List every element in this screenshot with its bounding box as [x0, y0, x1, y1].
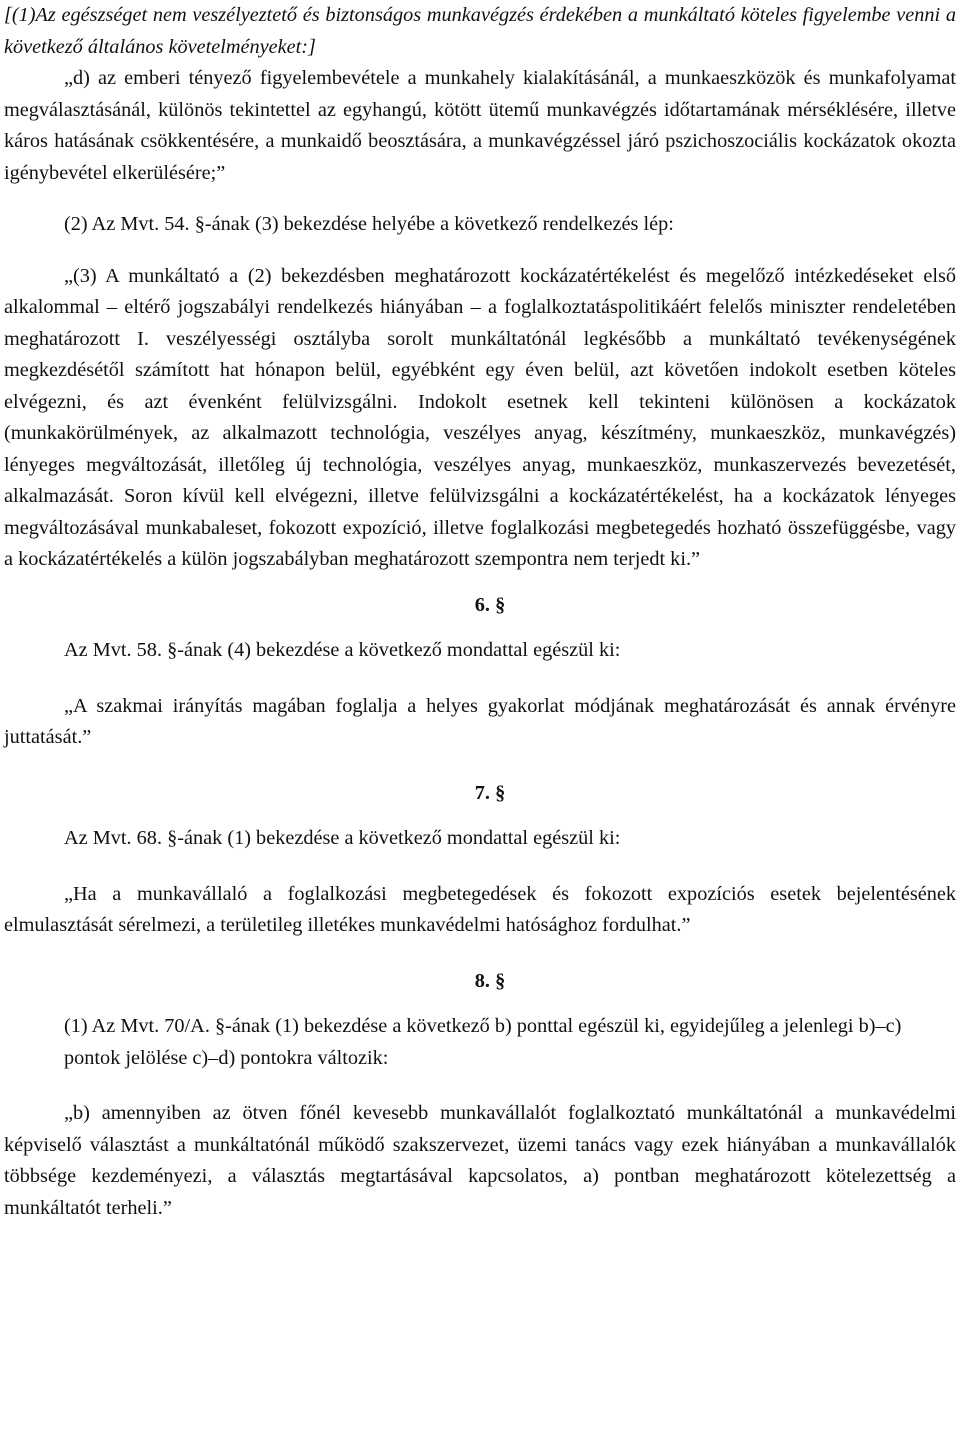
quoted-sentence-68: „Ha a munkavállaló a foglalkozási megbetegedések és fokozott expozíciós esetek bejelentésének elmulasztását sérelmezi, a területileg illetékes munkavédelmi hatósághoz fordulhat.” [4, 882, 956, 936]
quoted-sentence-58: „A szakmai irányítás magában foglalja a helyes gyakorlat módjának meghatározását és annak érvényre juttatását.” [4, 694, 956, 748]
quoted-point-d: „d) az emberi tényező figyelembevétele a munkahely kialakításánál, a munkaeszközök és munkafolyamat megválasztásánál, különös tekintettel az egyhangú, kötött ütemű munkavégzés időtartamának mérséklésére, illetve káros hatásának csökkentésére, a munkaidő beosztására, a munkavégzéssel járó pszichoszociális kockázatok okozta igénybevétel elkerülésére;” [4, 67, 956, 184]
amendment-ref-54: (2) Az Mvt. 54. §-ának (3) bekezdése helyébe a következő rendelkezés lép: [64, 213, 674, 235]
quoted-point-b: „b) amennyiben az ötven főnél kevesebb munkavállalót foglalkoztató munkáltatónál a munkavédelmi képviselő választást a munkáltatónál működő szakszervezet, üzemi tanács vagy ezek hiányában a munkavállalók többsége kezdeményezi, a választás megtartásával kapcsolatos, a) pontban meghatározott kötelezettség a munkáltatót terheli.” [4, 1102, 956, 1219]
document-page [4, 0, 956, 1224]
quoted-paragraph-3: „(3) A munkáltató a (2) bekezdésben meghatározott kockázatértékelést és megelőző intézkedéseket első alkalommal – eltérő jogszabályi rendelkezés hiányában – a foglalkoztatáspolitikáért felelős miniszter rendeletében meghatározott I. veszélyességi osztályba sorolt munkáltatónál legkésőbb a munkáltató tevékenységének megkezdésétől számított hat hónapon belül, egyébként egy éven belül, azt követően indokolt esetben köteles elvégezni, és azt évenként felülvizsgálni. Indokolt esetnek kell tekinteni különösen a kockázatok (munkakörülmények, az alkalmazott technológia, veszélyes anyag, készítmény, munkaeszköz, munkavégzés) lényeges megváltozását, illetőleg új technológia, veszélyes anyag, munkaeszköz, munkaszervezés bevezetését, alkalmazását. Soron kívül kell elvégezni, illetve felülvizsgálni a kockázatértékelést, ha a kockázatok lényeges megváltozásával munkabaleset, fokozott expozíció, illetve foglalkozási megbetegedés hozható összefüggésbe, vagy a kockázatértékelés a külön jogszabályban meghatározott szempontra nem terjedt ki.” [4, 264, 956, 570]
amendment-ref-68: Az Mvt. 68. §-ának (1) bekezdése a következő mondattal egészül ki: [64, 827, 621, 849]
section-heading-8: 8. § [474, 969, 506, 992]
section-heading-6: 6. § [474, 593, 506, 616]
intro-paragraph: [(1)Az egészséget nem veszélyeztető és biztonságos munkavégzés érdekében a munkáltató köteles figyelembe venni a következő általános követelményeket:] [4, 4, 956, 58]
amendment-ref-70a: (1) Az Mvt. 70/A. §-ának (1) bekezdése a következő b) ponttal egészül ki, egyidejűleg a jelenlegi b)–c) pontok jelölése c)–d) pontokra változik: [64, 1015, 902, 1069]
amendment-ref-58: Az Mvt. 58. §-ának (4) bekezdése a következő mondattal egészül ki: [64, 639, 621, 661]
section-heading-7: 7. § [474, 781, 506, 804]
